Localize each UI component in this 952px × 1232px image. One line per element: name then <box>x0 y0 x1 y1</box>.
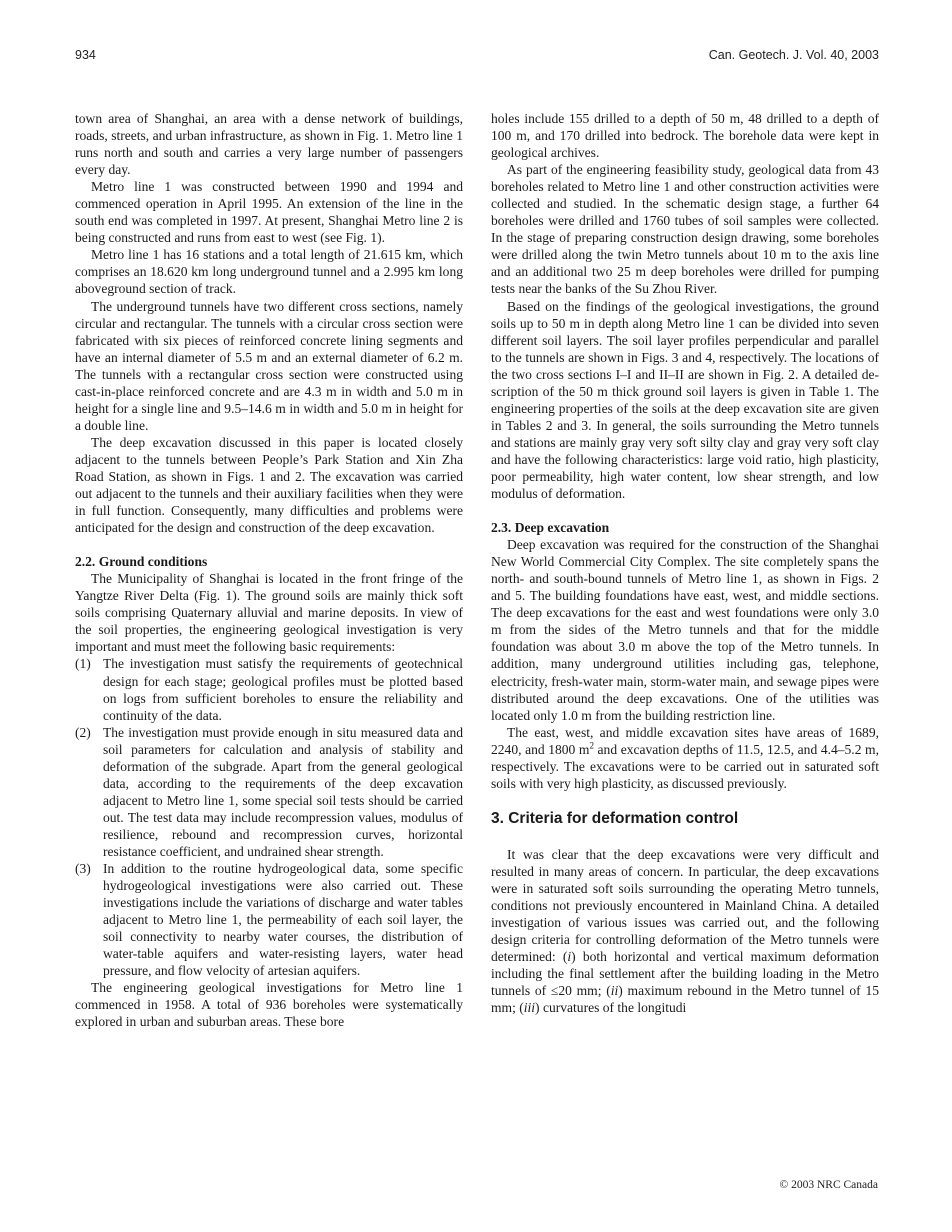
running-header <box>75 48 879 66</box>
paragraph: As part of the engineering feasibility study, geological data from 43 boreholes related to Metro line 1 and other construction activities were collected and studied. In the schematic design stage, a further 64 boreholes were drilled and 1760 tubes of soil samples were collected. In the stage of preparing construction design drawing, some boreholes were drilled along the twin Metro tunnels about 10 m to the axis line and an additional two 25 m deep boreholes were drilled for pumping tests near the banks of the Su Zhou River. <box>491 162 879 297</box>
list-item-number: (1) <box>75 656 91 672</box>
paragraph: Metro line 1 was constructed between 1990 and 1994 and commenced operation in April 1995. An extension of the line in the south end was completed in 1997. At present, Shanghai Metro line 2 is being constructed and runs from east to west (see Fig. 1). <box>75 179 463 246</box>
list-item-text: The investigation must provide enough in situ measured data and soil parameters for calculation and analysis of stability and deformation of the subgrade. Apart from the general geological data, according to the requirements of the deep excavation adjacent to Metro line 1, some special soil tests should be carried out. The test data may include recompression values, modulus of resilience, rebound and recompression curves, horizontal resistance coefficient, and undrained shear strength. <box>103 724 463 859</box>
paragraph: The engineering geological investigations for Metro line 1 commenced in 1958. A total of 936 boreholes were systematically explored in urban and suburban areas. These bore <box>75 980 463 1030</box>
paragraph: The underground tunnels have two different cross sections, namely circular and rectangular. The tunnels with a circular cross section were fabricated with six pieces of reinforced concrete lining segments and have an internal diameter of 5.5 m and an external diameter of 6.2 m. The tunnels with a rectangular cross section were constructed using cast-in-place reinforced concrete and are 4.3 m in width and 5.0 m in height for a single line and 9.5–14.6 m in width and 5.0 m in height for a double line. <box>75 298 463 433</box>
list-item <box>75 724 463 860</box>
list-item <box>75 655 463 723</box>
paragraph: Metro line 1 has 16 stations and a total length of 21.615 km, which comprises an 18.620 km long underground tunnel and a 2.995 km long aboveground section of track. <box>75 247 463 297</box>
superscript: 2 <box>589 740 594 751</box>
paragraph <box>491 724 879 792</box>
text-run: The east, west, and middle excavation sites have areas of 1689, 2240, and 1800 m <box>491 724 879 757</box>
section-heading-2-3: 2.3. Deep excavation <box>491 520 610 536</box>
list-item-text: In addition to the routine hydrogeological data, some specific hydrogeological investigations were also carried out. These investigations include the variations of discharge and water tables adjacent to Metro line 1, the permeability of each soil layer, the soil connectivity to nearby water courses, the distribution of water-table aquifers and water-resisting layers, water head pressure, and flow velocity of artesian aquifers. <box>103 861 463 979</box>
text-run: ) maximum rebound in the Metro tunnel of 15 mm; ( <box>491 983 879 1016</box>
paragraph: The Municipality of Shanghai is located in the front fringe of the Yangtze River Delta (Fig. 1). The ground soils are mainly thick soft soils comprising Quaternary alluvial and marine deposits. In view of the soil properties, the engineering geological investigation is very important and must meet the following basic requirements: <box>75 571 463 655</box>
text-run: ) curvatures of the longitudi <box>535 1000 687 1016</box>
copyright-footer: © 2003 NRC Canada <box>779 1179 878 1191</box>
list-item-text: The investigation must satisfy the requirements of geotechnical design for each stage; geological profiles must be plotted based on logs from sufficient boreholes to ensure the reliability and continuity of the data. <box>103 656 463 723</box>
italic-numeral: ii <box>610 983 619 999</box>
text-run: and excavation depths of 11.5, 12.5, and 4.4–5.2 m, respectively. The excavations were to be carried out in saturated soft soils with very high plasticity, as discussed previously. <box>491 741 879 791</box>
paragraph: town area of Shanghai, an area with a dense network of buildings, roads, streets, and urban infrastructure, as shown in Fig. 1. Metro line 1 runs north and south and carries a very large number of passengers every day. <box>75 111 463 178</box>
paragraph: Based on the findings of the geological investigations, the ground soils up to 50 m in depth along Metro line 1 can be divided into seven different soil layers. The soil layer profiles perpendicular and parallel to the tunnels are shown in Figs. 3 and 4, respectively. The locations of the two cross sections I–I and II–II are shown in Fig. 2. A detailed description of the 50 m thick ground soil layers is given in Table 1. The engineering properties of the soils at the deep excavation site are given in Tables 2 and 3. In general, the soils surrounding the Metro tunnels and stations are mainly gray very soft silty clay and gray very soft clay and have the following characteristics: large void ratio, high plasticity, poor permeability, high water content, low shear strength, and low modulus of deformation. <box>491 298 879 502</box>
section-heading-3: 3. Criteria for deformation control <box>491 809 739 827</box>
list-item <box>75 860 463 979</box>
paragraph: The deep excavation discussed in this paper is located closely adjacent to the tunnels between People’s Park Station and Xin Zha Road Station, as shown in Figs. 1 and 2. The excavation was carried out adjacent to the tunnels and their auxiliary facilities when they were in full function. Consequently, many difficulties and problems were anticipated for the design and construction of the deep excavation. <box>75 434 463 536</box>
list-item-number: (2) <box>75 724 91 740</box>
paragraph: Deep excavation was required for the construction of the Shanghai New World Commercial City Complex. The site completely spans the north- and south-bound tunnels of Metro line 1, as shown in Figs. 2 and 5. The building foundations have east, west, and middle sections. The deep excavations for the east and west foundations were only 3.0 m from the sides of the Metro tunnels and that for the middle foundation was about 3.0 m above the top of the Metro tunnels. In addition, many underground utilities including gas, telephone, electricity, fresh-water main, storm-water main, and sewage pipes were distributed around the deep excavations. One of the utilities was located only 1.0 m from the building restriction line. <box>491 537 879 723</box>
right-column <box>491 110 879 1016</box>
requirements-list <box>75 655 463 979</box>
paragraph: holes include 155 drilled to a depth of 50 m, 48 drilled to a depth of 100 m, and 170 drilled into bedrock. The borehole data were kept in geological archives. <box>491 111 879 161</box>
page-number: 934 <box>75 48 96 62</box>
text-run: ) both horizontal and vertical maximum deformation including the final settlement after the building loading in the Metro tunnels of ≤20 mm; ( <box>491 949 879 999</box>
list-item-number: (3) <box>75 861 91 877</box>
left-column <box>75 110 463 1030</box>
text-run: It was clear that the deep excavations were very difficult and resulted in many areas of concern. In particular, the deep excavations were in saturated soft soils surrounding the operating Metro tunnels, conditions not previously encountered in Mainland China. A detailed investigation of various issues was carried out, and the following design criteria for controlling deformation of the Metro tunnels were determined: ( <box>491 846 879 965</box>
italic-numeral: iii <box>523 1000 536 1016</box>
paragraph <box>491 846 879 1016</box>
italic-numeral: i <box>567 949 572 965</box>
section-heading-2-2: 2.2. Ground conditions <box>75 554 208 570</box>
journal-citation: Can. Geotech. J. Vol. 40, 2003 <box>708 48 879 62</box>
